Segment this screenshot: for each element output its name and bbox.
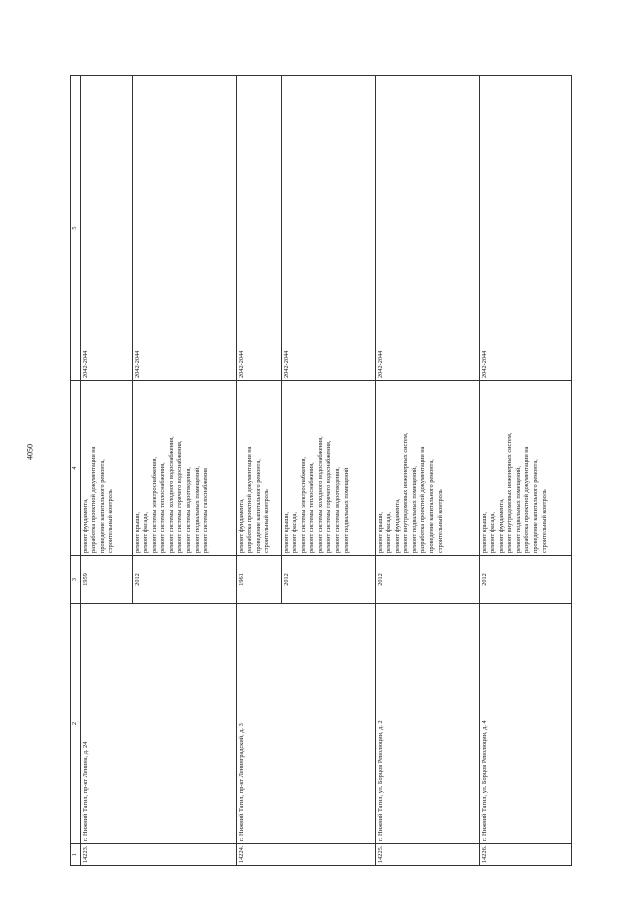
work-types: ремонт фундамента, разработка проектной документации на проведение капитального ремонта, строительный контроль [81, 381, 133, 556]
repair-period: 2042-2044 [81, 76, 133, 381]
column-number: 5 [71, 76, 81, 381]
table-row [480, 76, 572, 866]
work-types: ремонт крыши, ремонт фасада, ремонт системы электроснабжения, ремонт системы теплоснабжения, ремонт системы холодного водоснабжения, ремонт системы горячего водоснабжения, ремонт системы водоотведения, ремонт подвальных помещений, ремонт системы газоснабжения [133, 381, 237, 556]
row-id: 14226. [480, 844, 572, 866]
work-types: ремонт крыши, ремонт фасада, ремонт фундамента, ремонт внутридомовых инженерных систем, ремонт подвальных помещений, разработка проектной документации на проведение капитального ремонта, строительный контроль [376, 381, 480, 556]
repair-period: 2042-2044 [376, 76, 480, 381]
work-types: ремонт крыши, ремонт фасада, ремонт фундамента, ремонт внутридомовых инженерных систем, ремонт подвальных помещений, разработка проектной документации на проведение капитального ремонта, строительный контроль [480, 381, 572, 556]
build-year: 2012 [133, 556, 237, 604]
repair-period: 2042-2044 [237, 76, 282, 381]
rotated-page [70, 76, 570, 866]
build-year: 2012 [282, 556, 376, 604]
work-types: ремонт фундамента, разработка проектной документации на проведение капитального ремонта, строительный контроль [237, 381, 282, 556]
column-number: 3 [71, 556, 81, 604]
build-year: 1961 [237, 556, 282, 604]
row-id: 14224. [237, 844, 376, 866]
row-id: 14225. [376, 844, 480, 866]
building-address: г. Нижний Тагил, пр-кт Ленина, д. 24 [81, 604, 237, 844]
repair-schedule-table [70, 75, 572, 866]
build-year: 1959 [81, 556, 133, 604]
page-number: 4050 [25, 444, 35, 460]
repair-period: 2042-2044 [480, 76, 572, 381]
building-address: г. Нижний Тагил, ул. Борцов Революции, д. 2 [376, 604, 480, 844]
work-types: ремонт крыши, ремонт фасада, ремонт системы электроснабжения, ремонт системы теплоснабжения, ремонт системы холодного водоснабжения, ремонт системы горячего водоснабжения, ремонт системы водоотведения, ремонт подвальных помещений [282, 381, 376, 556]
column-number: 1 [71, 844, 81, 866]
build-year: 2012 [376, 556, 480, 604]
repair-period: 2042-2044 [282, 76, 376, 381]
building-address: г. Нижний Тагил, пр-кт Ленинградский, д. 3 [237, 604, 376, 844]
table-row [237, 76, 282, 866]
table-row [376, 76, 480, 866]
column-number-row [71, 76, 81, 866]
repair-period: 2042-2044 [133, 76, 237, 381]
table-row [81, 76, 133, 866]
column-number: 4 [71, 381, 81, 556]
build-year: 2012 [480, 556, 572, 604]
column-number: 2 [71, 604, 81, 844]
row-id: 14223. [81, 844, 237, 866]
building-address: г. Нижний Тагил, ул. Борцов Революции, д. 4 [480, 604, 572, 844]
